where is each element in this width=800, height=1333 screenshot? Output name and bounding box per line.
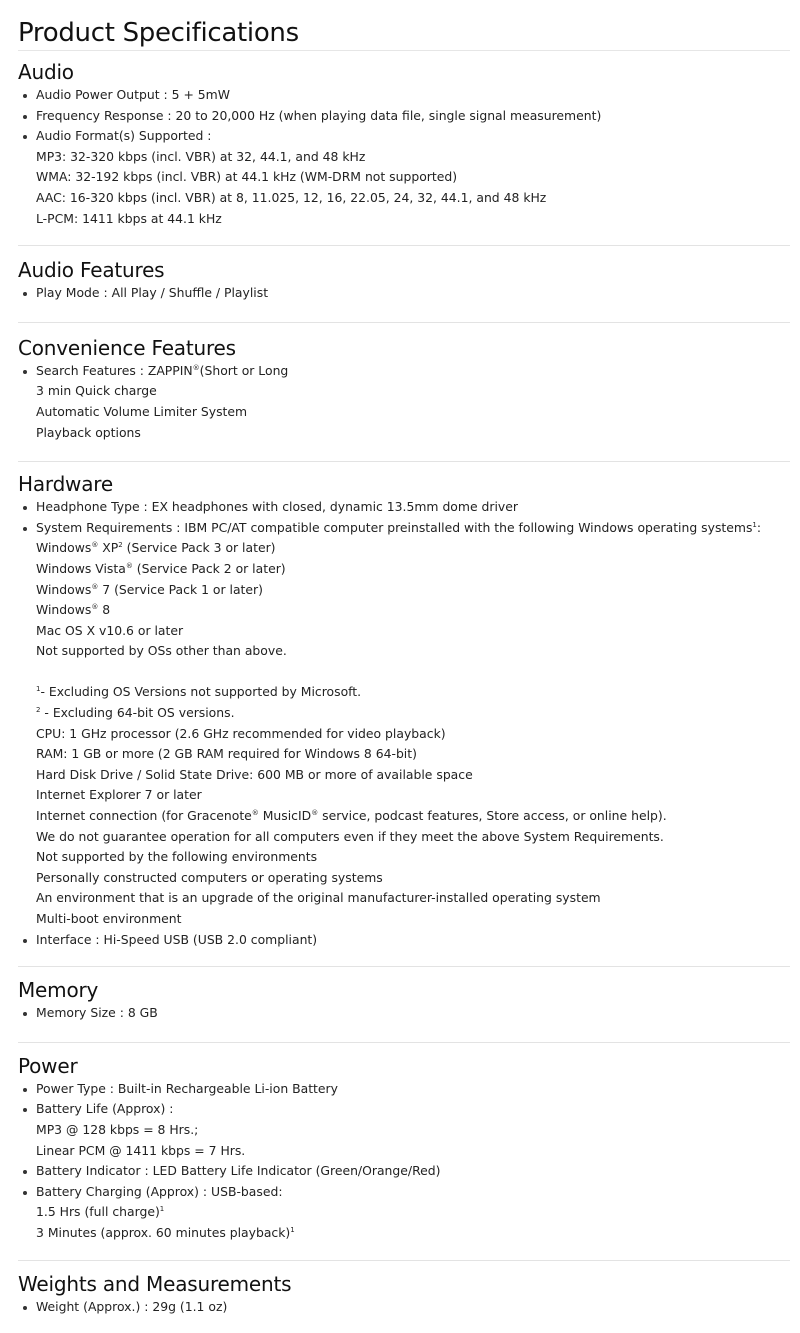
os-note: 7 (Service Pack 1 or later) <box>98 581 263 597</box>
section-title-audio-features: Audio Features <box>18 258 165 283</box>
spec-audio-formats-label: Audio Format(s) Supported : <box>36 128 212 144</box>
section-title-power: Power <box>18 1053 78 1078</box>
registered-mark: ® <box>311 808 319 817</box>
spec-system-requirements <box>18 518 790 930</box>
section-title-convenience: Convenience Features <box>18 335 236 360</box>
os-name: Windows Vista <box>36 560 126 576</box>
spec-play-mode: Play Mode : All Play / Shuffle / Playlist <box>18 283 790 304</box>
os-note: 8 <box>98 602 111 618</box>
os-windows-vista <box>36 559 790 580</box>
footnote-ref: 1 <box>752 520 757 529</box>
req-browser: Internet Explorer 7 or later <box>36 787 202 803</box>
convenience-list <box>18 361 790 443</box>
charging-quick-text: 3 Minutes (approx. 60 minutes playback) <box>36 1224 291 1240</box>
section-memory <box>18 967 790 1043</box>
spacer <box>36 662 790 683</box>
format-wma: WMA: 32-192 kbps (incl. VBR) at 44.1 kHz (WM-DRM not supported) <box>36 169 458 185</box>
footnote-text: - Excluding 64-bit OS versions. <box>40 705 235 721</box>
os-note: (Service Pack 3 or later) <box>122 540 276 556</box>
playback-options-line: Playback options <box>36 424 141 440</box>
footnote-2 <box>36 703 790 724</box>
registered-mark: ® <box>251 808 259 817</box>
registered-mark: ® <box>125 561 133 570</box>
section-convenience <box>18 323 790 462</box>
spec-audio-power-output: Audio Power Output : 5 + 5mW <box>18 85 790 106</box>
spec-interface: Interface : Hi-Speed USB (USB 2.0 compliant) <box>18 930 790 951</box>
charging-full <box>36 1202 790 1223</box>
req-internet <box>36 806 790 827</box>
spec-frequency-response: Frequency Response : 20 to 20,000 Hz (when playing data file, single signal measurement) <box>18 106 790 127</box>
section-title-memory: Memory <box>18 978 99 1003</box>
spec-page <box>18 16 790 1317</box>
os-windows-8 <box>36 600 790 621</box>
quick-charge-line: 3 min Quick charge <box>36 383 157 399</box>
os-windows-7 <box>36 580 790 601</box>
charging-full-text: 1.5 Hrs (full charge) <box>36 1204 160 1220</box>
spec-weight: Weight (Approx.) : 29g (1.1 oz) <box>18 1297 790 1318</box>
registered-mark: ® <box>91 582 99 591</box>
section-audio <box>18 51 790 246</box>
spec-battery-indicator: Battery Indicator : LED Battery Life Indicator (Green/Orange/Red) <box>18 1161 790 1182</box>
footnote-ref: 1 <box>159 1205 165 1214</box>
os-version: XP <box>98 540 119 556</box>
system-requirements-text: System Requirements : IBM PC/AT compatible computer preinstalled with the following Windows operating systems <box>36 519 753 535</box>
search-features-suffix: (Short or Long <box>199 362 289 378</box>
section-title-weights: Weights and Measurements <box>18 1271 292 1296</box>
os-note: (Service Pack 2 or later) <box>132 560 286 576</box>
os-name: Windows <box>36 602 92 618</box>
spec-search-features <box>18 361 790 443</box>
footnote-ref: 1 <box>290 1225 295 1234</box>
os-name: Windows <box>36 540 92 556</box>
spec-audio-formats <box>18 126 790 229</box>
internet-text-a: Internet connection (for Gracenote <box>36 808 252 824</box>
env-guarantee: We do not guarantee operation for all computers even if they meet the above System Requirements. <box>36 828 664 844</box>
spec-battery-life <box>18 1099 790 1161</box>
footnote-number: 1 <box>36 685 41 694</box>
charging-quick <box>36 1223 790 1244</box>
format-aac: AAC: 16-320 kbps (incl. VBR) at 8, 11.025, 12, 16, 22.05, 24, 32, 44.1, and 48 kHz <box>36 189 547 205</box>
section-audio-features <box>18 246 790 323</box>
section-weights <box>18 1261 790 1318</box>
internet-text-c: service, podcast features, Store access, or online help). <box>318 808 667 824</box>
registered-mark: ® <box>91 602 99 611</box>
req-cpu: CPU: 1 GHz processor (2.6 GHz recommended for video playback) <box>36 725 446 741</box>
os-not-supported: Not supported by OSs other than above. <box>36 643 287 659</box>
footnote-1 <box>36 682 790 703</box>
section-title-audio: Audio <box>18 60 74 84</box>
battery-charging-label: Battery Charging (Approx) : USB-based: <box>36 1183 283 1199</box>
footnote-number: 2 <box>36 705 41 714</box>
memory-list <box>18 1003 790 1024</box>
spec-battery-charging <box>18 1182 790 1244</box>
spec-power-type: Power Type : Built-in Rechargeable Li-ion Battery <box>18 1079 790 1100</box>
os-name: Windows <box>36 581 92 597</box>
format-mp3: MP3: 32-320 kbps (incl. VBR) at 32, 44.1, and 48 kHz <box>36 148 366 164</box>
env-upgrade: An environment that is an upgrade of the original manufacturer-installed operating system <box>36 890 601 906</box>
battery-life-pcm: Linear PCM @ 1411 kbps = 7 Hrs. <box>36 1142 246 1158</box>
system-requirements-line <box>36 518 790 539</box>
section-hardware <box>18 462 790 967</box>
power-list <box>18 1079 790 1244</box>
weights-list <box>18 1297 790 1318</box>
search-features-prefix: Search Features : ZAPPIN <box>36 362 193 378</box>
env-multiboot: Multi-boot environment <box>36 911 182 926</box>
env-not-supported: Not supported by the following environments <box>36 849 318 865</box>
req-ram: RAM: 1 GB or more (2 GB RAM required for Windows 8 64-bit) <box>36 746 417 762</box>
footnote-text: - Excluding OS Versions not supported by Microsoft. <box>40 684 362 700</box>
registered-mark: ® <box>192 363 200 372</box>
os-windows-xp <box>36 538 790 559</box>
section-power <box>18 1043 790 1261</box>
internet-text-b: MusicID <box>258 808 312 824</box>
spec-memory-size: Memory Size : 8 GB <box>18 1003 790 1024</box>
section-title-hardware: Hardware <box>18 472 113 497</box>
page-title: Product Specifications <box>18 16 790 51</box>
battery-life-mp3: MP3 @ 128 kbps = 8 Hrs.; <box>36 1121 199 1137</box>
env-personal: Personally constructed computers or operating systems <box>36 869 383 885</box>
spec-headphone-type: Headphone Type : EX headphones with closed, dynamic 13.5mm dome driver <box>18 497 790 518</box>
footnote-ref: 2 <box>118 541 123 550</box>
registered-mark: ® <box>91 541 99 550</box>
req-disk: Hard Disk Drive / Solid State Drive: 600 MB or more of available space <box>36 766 473 782</box>
os-mac: Mac OS X v10.6 or later <box>36 622 184 638</box>
battery-life-label: Battery Life (Approx) : <box>36 1101 174 1117</box>
system-requirements-colon: : <box>756 519 762 535</box>
avls-line: Automatic Volume Limiter System <box>36 403 248 419</box>
search-features-line <box>36 361 790 382</box>
audio-features-list <box>18 283 790 304</box>
hardware-list <box>18 497 790 950</box>
audio-spec-list <box>18 85 790 229</box>
format-lpcm: L-PCM: 1411 kbps at 44.1 kHz <box>36 210 222 226</box>
